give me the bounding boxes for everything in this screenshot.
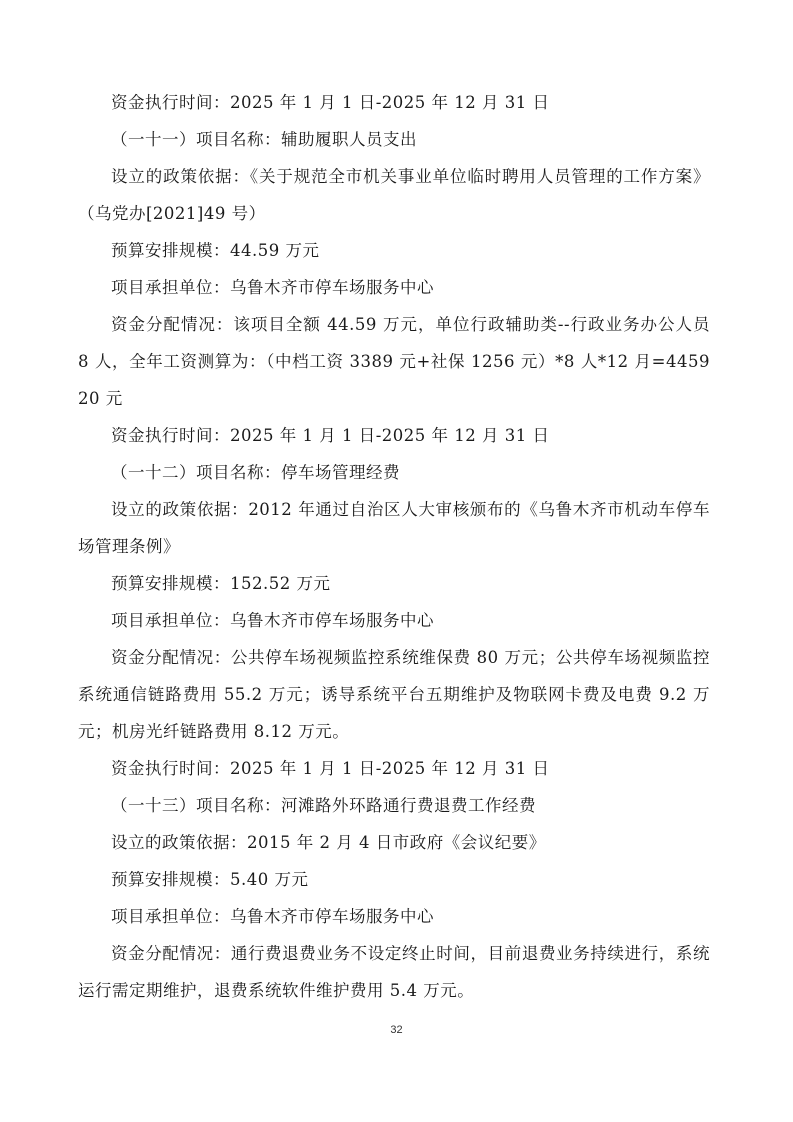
paragraph-budget-scale: 预算安排规模：152.52 万元 <box>111 574 331 593</box>
paragraph-execution-time: 资金执行时间：2025 年 1 月 1 日-2025 年 12 月 31 日 <box>111 426 550 445</box>
paragraph-execution-time: 资金执行时间：2025 年 1 月 1 日-2025 年 12 月 31 日 <box>111 93 550 112</box>
paragraph-project-13-title: （一十三）项目名称：河滩路外环路通行费退费工作经费 <box>111 796 536 815</box>
document-body <box>78 84 710 1009</box>
paragraph-responsible-unit: 项目承担单位：乌鲁木齐市停车场服务中心 <box>111 907 434 926</box>
paragraph-fund-allocation: 资金分配情况：公共停车场视频监控系统维保费 80 万元；公共停车场视频监控系统通信链路费用 55.2 万元；诱导系统平台五期维护及物联网卡费及电费 9.2 万元；机房光纤链路费用 8.12 万元。 <box>78 648 710 741</box>
paragraph-policy-basis: 设立的政策依据：2012 年通过自治区人大审核颁布的《乌鲁木齐市机动车停车场管理条例》 <box>78 500 710 556</box>
paragraph-budget-scale: 预算安排规模：5.40 万元 <box>111 870 309 889</box>
paragraph-policy-basis: 设立的政策依据：《关于规范全市机关事业单位临时聘用人员管理的工作方案》（乌党办[2021]49 号） <box>78 167 710 223</box>
paragraph-budget-scale: 预算安排规模：44.59 万元 <box>111 241 320 260</box>
page-number: 32 <box>390 1024 403 1036</box>
paragraph-responsible-unit: 项目承担单位：乌鲁木齐市停车场服务中心 <box>111 278 434 297</box>
paragraph-fund-allocation: 资金分配情况：该项目全额 44.59 万元，单位行政辅助类--行政业务办公人员 8 人，全年工资测算为：（中档工资 3389 元+社保 1256 元）*8 人*12 月=445920 元 <box>78 315 710 408</box>
paragraph-project-11-title: （一十一）项目名称：辅助履职人员支出 <box>111 130 417 149</box>
paragraph-execution-time: 资金执行时间：2025 年 1 月 1 日-2025 年 12 月 31 日 <box>111 759 550 778</box>
paragraph-policy-basis: 设立的政策依据：2015 年 2 月 4 日市政府《会议纪要》 <box>111 833 546 852</box>
paragraph-project-12-title: （一十二）项目名称：停车场管理经费 <box>111 463 400 482</box>
paragraph-fund-allocation: 资金分配情况：通行费退费业务不设定终止时间，目前退费业务持续进行，系统运行需定期维护，退费系统软件维护费用 5.4 万元。 <box>78 944 710 1000</box>
paragraph-responsible-unit: 项目承担单位：乌鲁木齐市停车场服务中心 <box>111 611 434 630</box>
